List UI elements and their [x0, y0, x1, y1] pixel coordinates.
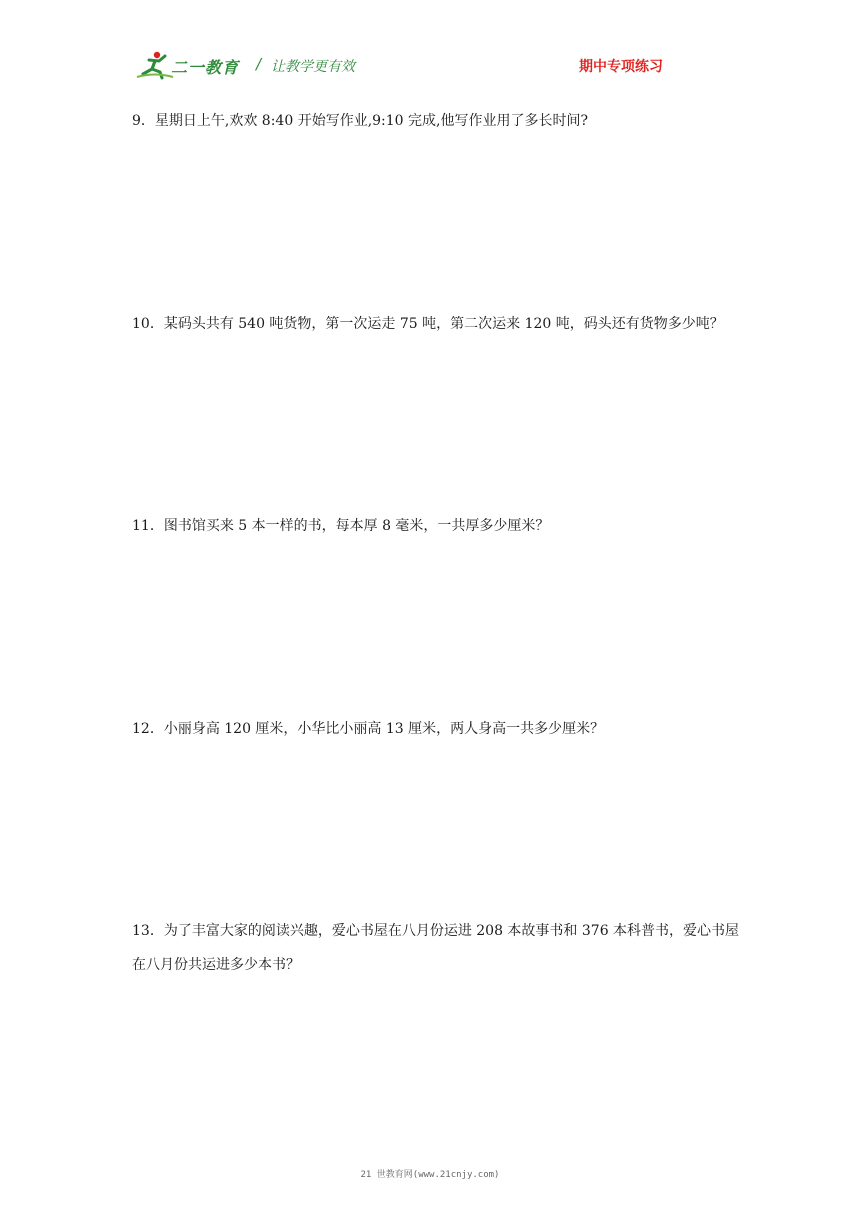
question-10: 10．某码头共有 540 吨货物，第一次运走 75 吨，第二次运来 120 吨，码头还有货物多少吨？ — [132, 316, 724, 332]
page-header — [135, 50, 735, 82]
section-title: 期中专项练习 — [579, 59, 663, 75]
page-footer: 21 世教育网(www.21cnjy.com) — [360, 1170, 500, 1180]
question-11: 11．图书馆买来 5 本一样的书，每本厚 8 毫米，一共厚多少厘米？ — [132, 518, 550, 534]
question-9: 9．星期日上午,欢欢 8:40 开始写作业,9:10 完成,他写作业用了多长时间? — [132, 113, 588, 129]
brand-logo — [135, 50, 247, 80]
logo-text: 二一教育 — [171, 58, 240, 77]
question-13: 13．为了丰富大家的阅读兴趣，爱心书屋在八月份运进 208 本故事书和 376 本科普书，爱心书屋在八月份共运进多少本书？ — [132, 923, 740, 973]
running-figure-logo-icon — [135, 50, 175, 80]
header-separator: / — [256, 55, 262, 73]
question-12: 12．小丽身高 120 厘米，小华比小丽高 13 厘米，两人身高一共多少厘米？ — [132, 721, 605, 737]
header-slogan: 让教学更有效 — [271, 59, 355, 75]
